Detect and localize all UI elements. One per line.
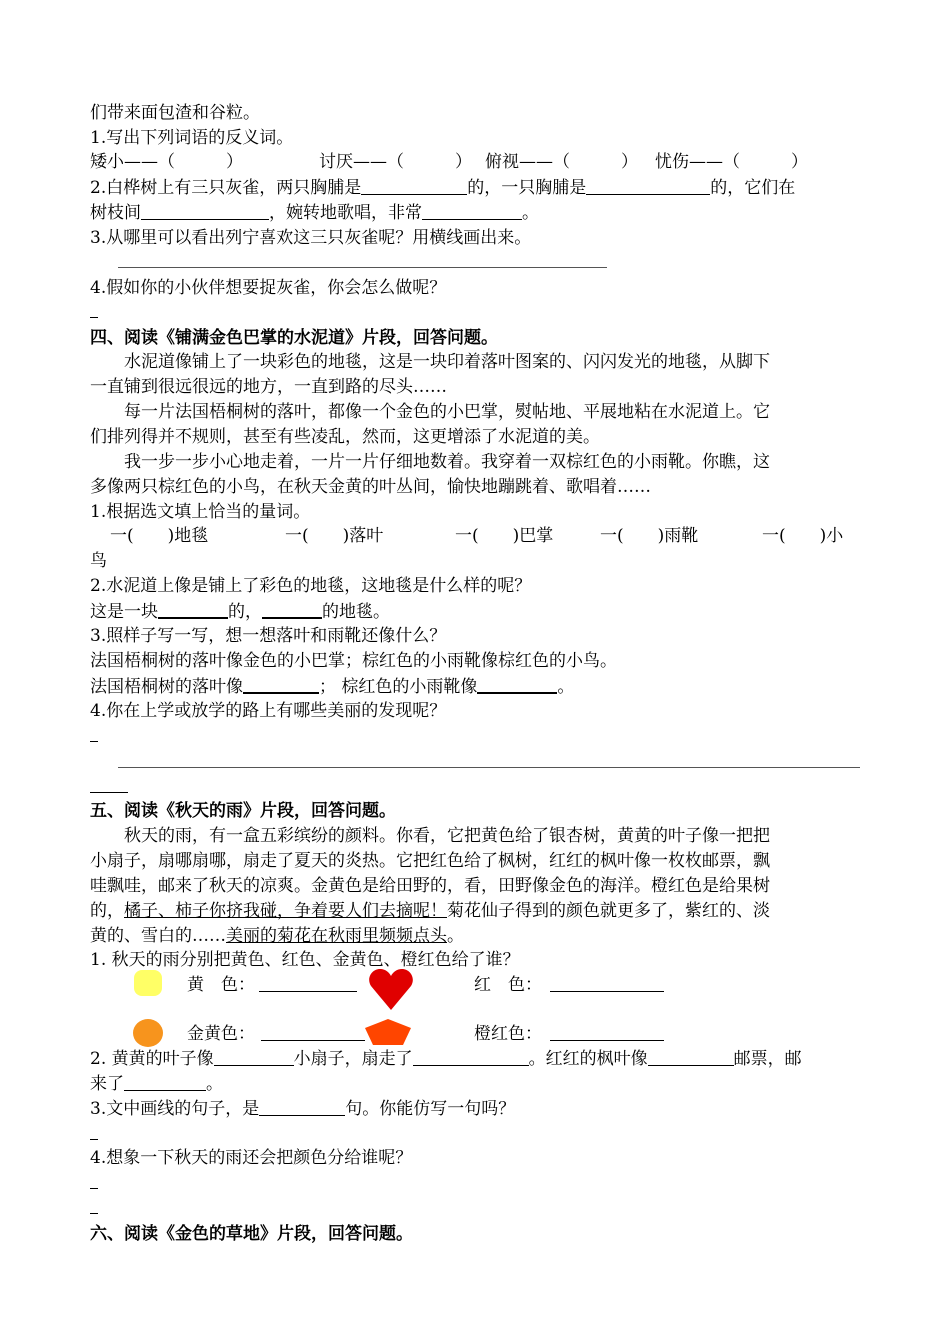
s4-question-3-fill [90,674,574,699]
yellow-blob-icon [134,970,162,996]
s5-paragraph-line: 小扇子，扇哪扇哪，扇走了夏天的炎热。它把红色给了枫树，红红的枫叶像一枚枚邮票，飘 [90,851,770,871]
s4-question-3-example: 法国梧桐树的落叶像金色的小巴掌；棕红色的小雨靴像棕红色的小鸟。 [90,651,617,671]
s4-paragraph-line: 水泥道像铺上了一块彩色的地毯，这是一块印着落叶图案的、闪闪发光的地毯，从脚下 [90,352,770,372]
text: 。 [522,203,539,223]
gold-answer-blank[interactable] [261,1022,365,1041]
s4-question-2-fill [90,599,390,624]
answer-blank[interactable] [586,176,710,195]
s4-paragraph-line: 我一步一步小心地走着，一片一片仔细地数着。我穿着一双棕红色的小雨靴。你瞧，这 [90,452,770,472]
text: 的， [90,901,124,921]
answer-blank[interactable] [141,201,269,220]
s3-question-2-line-1 [90,176,795,200]
answer-dash[interactable] [90,1139,98,1140]
answer-blank[interactable] [648,1047,734,1066]
answer-blank[interactable] [259,1097,345,1116]
yellow-answer-blank[interactable] [259,973,357,992]
orange-pentagon-icon [364,1018,412,1046]
text: 来了 [90,1074,124,1094]
answer-blank[interactable] [422,201,522,220]
answer-blank[interactable] [361,176,467,195]
text: 。 [447,926,464,946]
answer-blank[interactable] [214,1047,294,1066]
answer-blank[interactable] [262,599,322,619]
text: 小扇子，扇走了 [293,1049,413,1069]
s5-paragraph-line [90,899,770,923]
text: 句。你能仿写一句吗？ [345,1099,516,1119]
measure-word-4: 一( )雨靴 [600,526,699,546]
measure-word-3: 一( )巴掌 [455,526,554,546]
text: 2.白桦树上有三只灰雀，两只胸脯是 [90,178,362,198]
antonym-4: 忧伤——（ ） [655,152,808,172]
answer-blank[interactable] [413,1047,529,1066]
answer-blank[interactable] [124,1072,206,1091]
s3-question-2-line-2 [90,201,539,225]
answer-blank[interactable] [477,674,557,694]
text: 邮票，邮 [733,1049,802,1069]
text: 的， [228,602,262,622]
section-6-heading: 六、阅读《金色的草地》片段，回答问题。 [90,1224,413,1244]
measure-word-2: 一( )落叶 [285,526,384,546]
s5-question-2-line-1 [90,1047,802,1071]
s5-question-2-line-2 [90,1072,223,1096]
underlined-sentence: 美丽的菊花在秋雨里频频点头 [226,926,447,946]
text: ； 棕红色的小雨靴像 [319,677,478,697]
s4-paragraph-line: 每一片法国梧桐树的落叶，都像一个金色的小巴掌，熨帖地、平展地粘在水泥道上。它 [90,402,770,422]
text: 的，一只胸脯是 [467,178,587,198]
yellow-label: 黄 色： [187,975,255,995]
text: 的地毯。 [322,602,390,622]
text: 3.文中画线的句子，是 [90,1099,260,1119]
orange-answer-blank[interactable] [550,1022,664,1041]
s5-question-1: 1. 秋天的雨分别把黄色、红色、金黄色、橙红色给了谁？ [90,950,520,970]
answer-dash[interactable] [90,317,98,318]
text: ，婉转地歌唱，非常 [269,203,422,223]
s4-question-1: 1.根据选文填上恰当的量词。 [90,502,311,522]
s4-question-2: 2.水泥道上像是铺上了彩色的地毯，这地毯是什么样的呢？ [90,576,532,596]
orange-label: 橙红色： [474,1024,542,1044]
text: 的，它们在 [710,178,796,198]
s5-paragraph-line: 哇飘哇，邮来了秋天的凉爽。金黄色是给田野的，看，田野像金色的海洋。橙红色是给果树 [90,876,770,896]
s3-question-1: 1.写出下列词语的反义词。 [90,128,294,148]
underlined-sentence: 橘子、柿子你挤我碰，争着要人们去摘呢！ [124,901,447,921]
passage-end-line: 们带来面包渣和谷粒。 [90,103,260,123]
section-4-heading: 四、阅读《铺满金色巴掌的水泥道》片段，回答问题。 [90,328,498,348]
text: 。 [557,677,575,697]
answer-line-end[interactable] [90,792,128,793]
answer-dash[interactable] [90,1213,98,1214]
s3-question-3: 3.从哪里可以看出列宁喜欢这三只灰雀呢？用横线画出来。 [90,228,532,248]
s5-question-4: 4.想象一下秋天的雨还会把颜色分给谁呢？ [90,1148,413,1168]
red-answer-blank[interactable] [550,973,664,992]
s5-question-3 [90,1097,515,1121]
measure-word-wrap: 鸟 [90,551,107,571]
text: 。红红的枫叶像 [528,1049,648,1069]
answer-blank[interactable] [158,599,228,619]
measure-word-1: 一( )地毯 [110,526,209,546]
antonym-2: 讨厌——（ ） [319,152,472,172]
s4-question-4: 4.你在上学或放学的路上有哪些美丽的发现呢？ [90,701,447,721]
answer-blank[interactable] [243,674,319,694]
s5-paragraph-line [90,924,464,948]
s4-question-3: 3.照样子写一写，想一想落叶和雨靴还像什么？ [90,626,447,646]
s4-paragraph-line: 多像两只棕红色的小鸟，在秋天金黄的叶丛间，愉快地蹦跳着、歌唱着…… [90,477,651,497]
s4-paragraph-line: 们排列得并不规则，甚至有些凌乱，然而，这更增添了水泥道的美。 [90,427,600,447]
red-label: 红 色： [474,975,542,995]
text: 法国梧桐树的落叶像 [90,677,243,697]
s4-paragraph-line: 一直铺到很远很远的地方，一直到路的尽头…… [90,377,447,397]
s5-paragraph-line: 秋天的雨，有一盒五彩缤纷的颜料。你看，它把黄色给了银杏树，黄黄的叶子像一把把 [90,826,770,846]
answer-dash[interactable] [90,1188,98,1189]
text: 黄的、雪白的…… [90,926,226,946]
text: 这是一块 [90,602,158,622]
answer-line[interactable] [118,267,607,268]
measure-word-5: 一( )小 [762,526,844,546]
section-5-heading: 五、阅读《秋天的雨》片段，回答问题。 [90,801,396,821]
text: 树枝间 [90,203,141,223]
text: 菊花仙子得到的颜色就更多了，紫红的、淡 [447,901,770,921]
text: 。 [206,1074,223,1094]
answer-dash[interactable] [90,741,98,742]
antonym-1: 矮小——（ ） [90,152,243,172]
answer-line[interactable] [118,767,860,768]
s3-question-4: 4.假如你的小伙伴想要捉灰雀，你会怎么做呢？ [90,278,447,298]
gold-circle-icon [133,1019,163,1047]
red-heart-icon [368,968,414,1012]
text: 2. 黄黄的叶子像 [90,1049,214,1069]
gold-label: 金黄色： [187,1024,255,1044]
antonym-3: 俯视——（ ） [485,152,638,172]
